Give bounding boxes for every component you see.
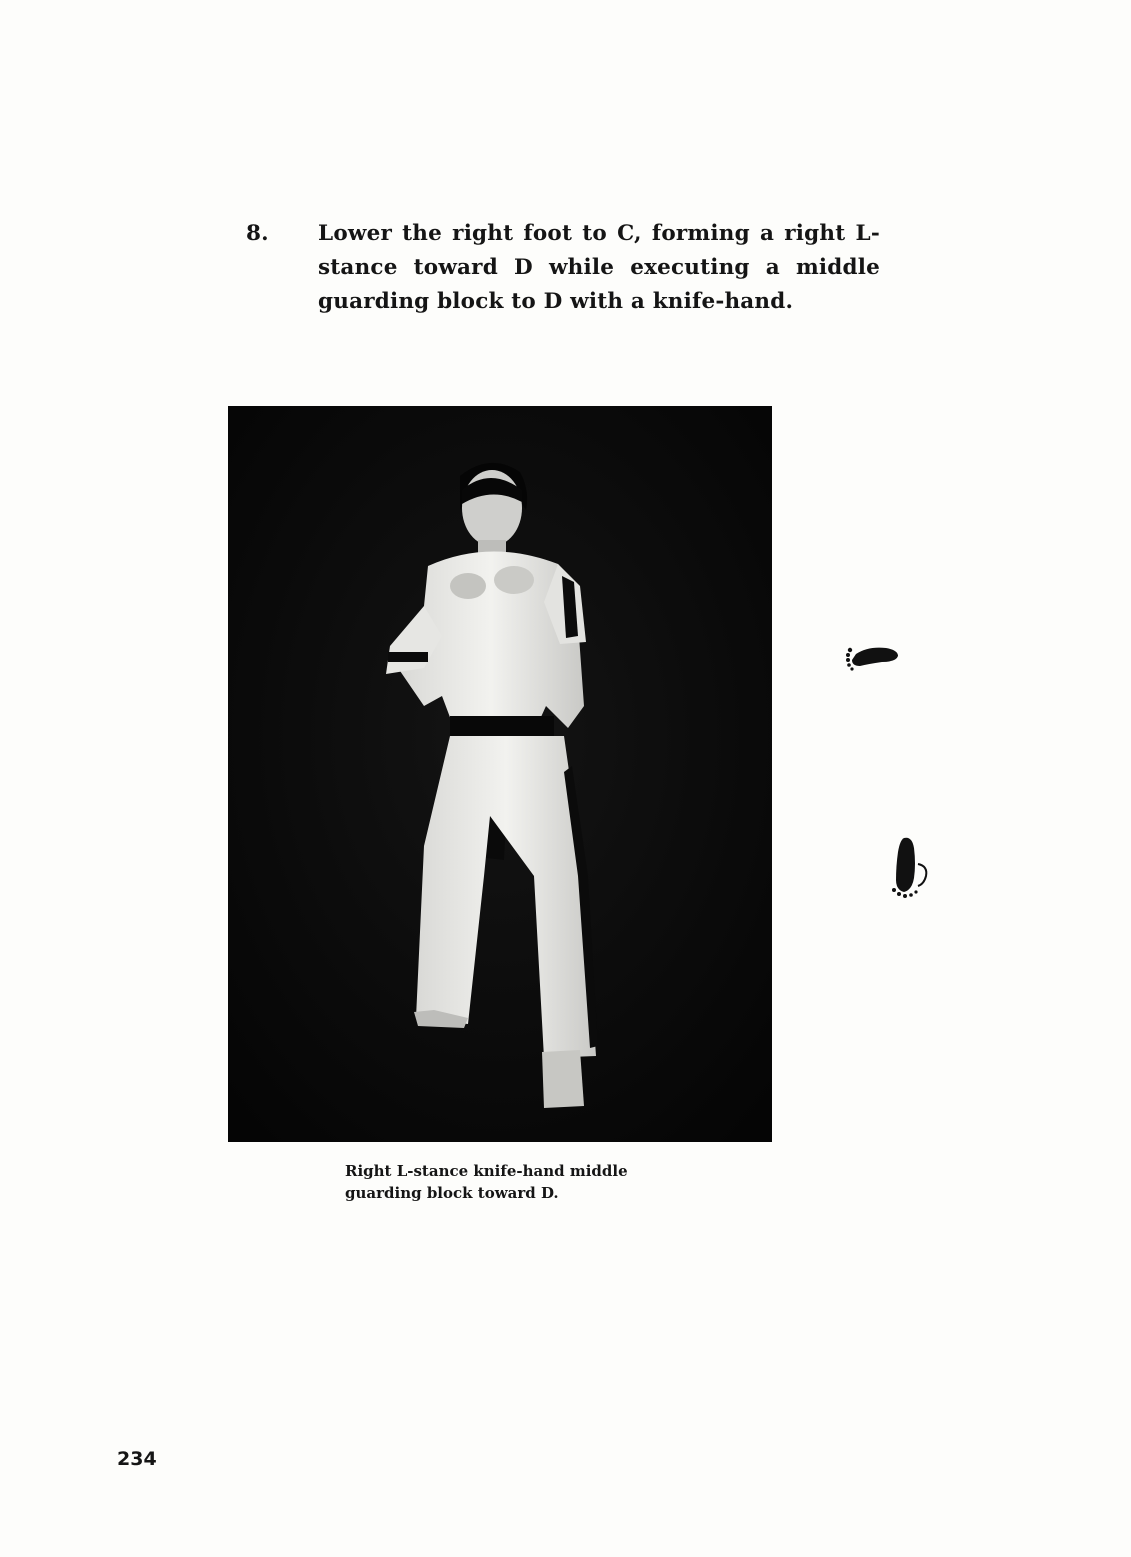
page-number: 234 — [117, 1448, 157, 1470]
caption-line-2: guarding block toward D. — [345, 1184, 559, 1202]
caption-line-1: Right L-stance knife-hand middle — [345, 1162, 628, 1180]
martial-artist-photo — [228, 406, 772, 1142]
instruction-paragraph — [246, 217, 880, 319]
photo-illustration — [228, 406, 772, 1142]
step-text: Lower the right foot to C, forming a right L-stance toward D while executing a middle guarding block to D with a knife-hand. — [318, 221, 880, 314]
step-number: 8. — [246, 221, 269, 246]
footprint-icon — [884, 834, 934, 900]
footprint-icon — [842, 638, 902, 674]
photo-caption — [345, 1160, 685, 1204]
